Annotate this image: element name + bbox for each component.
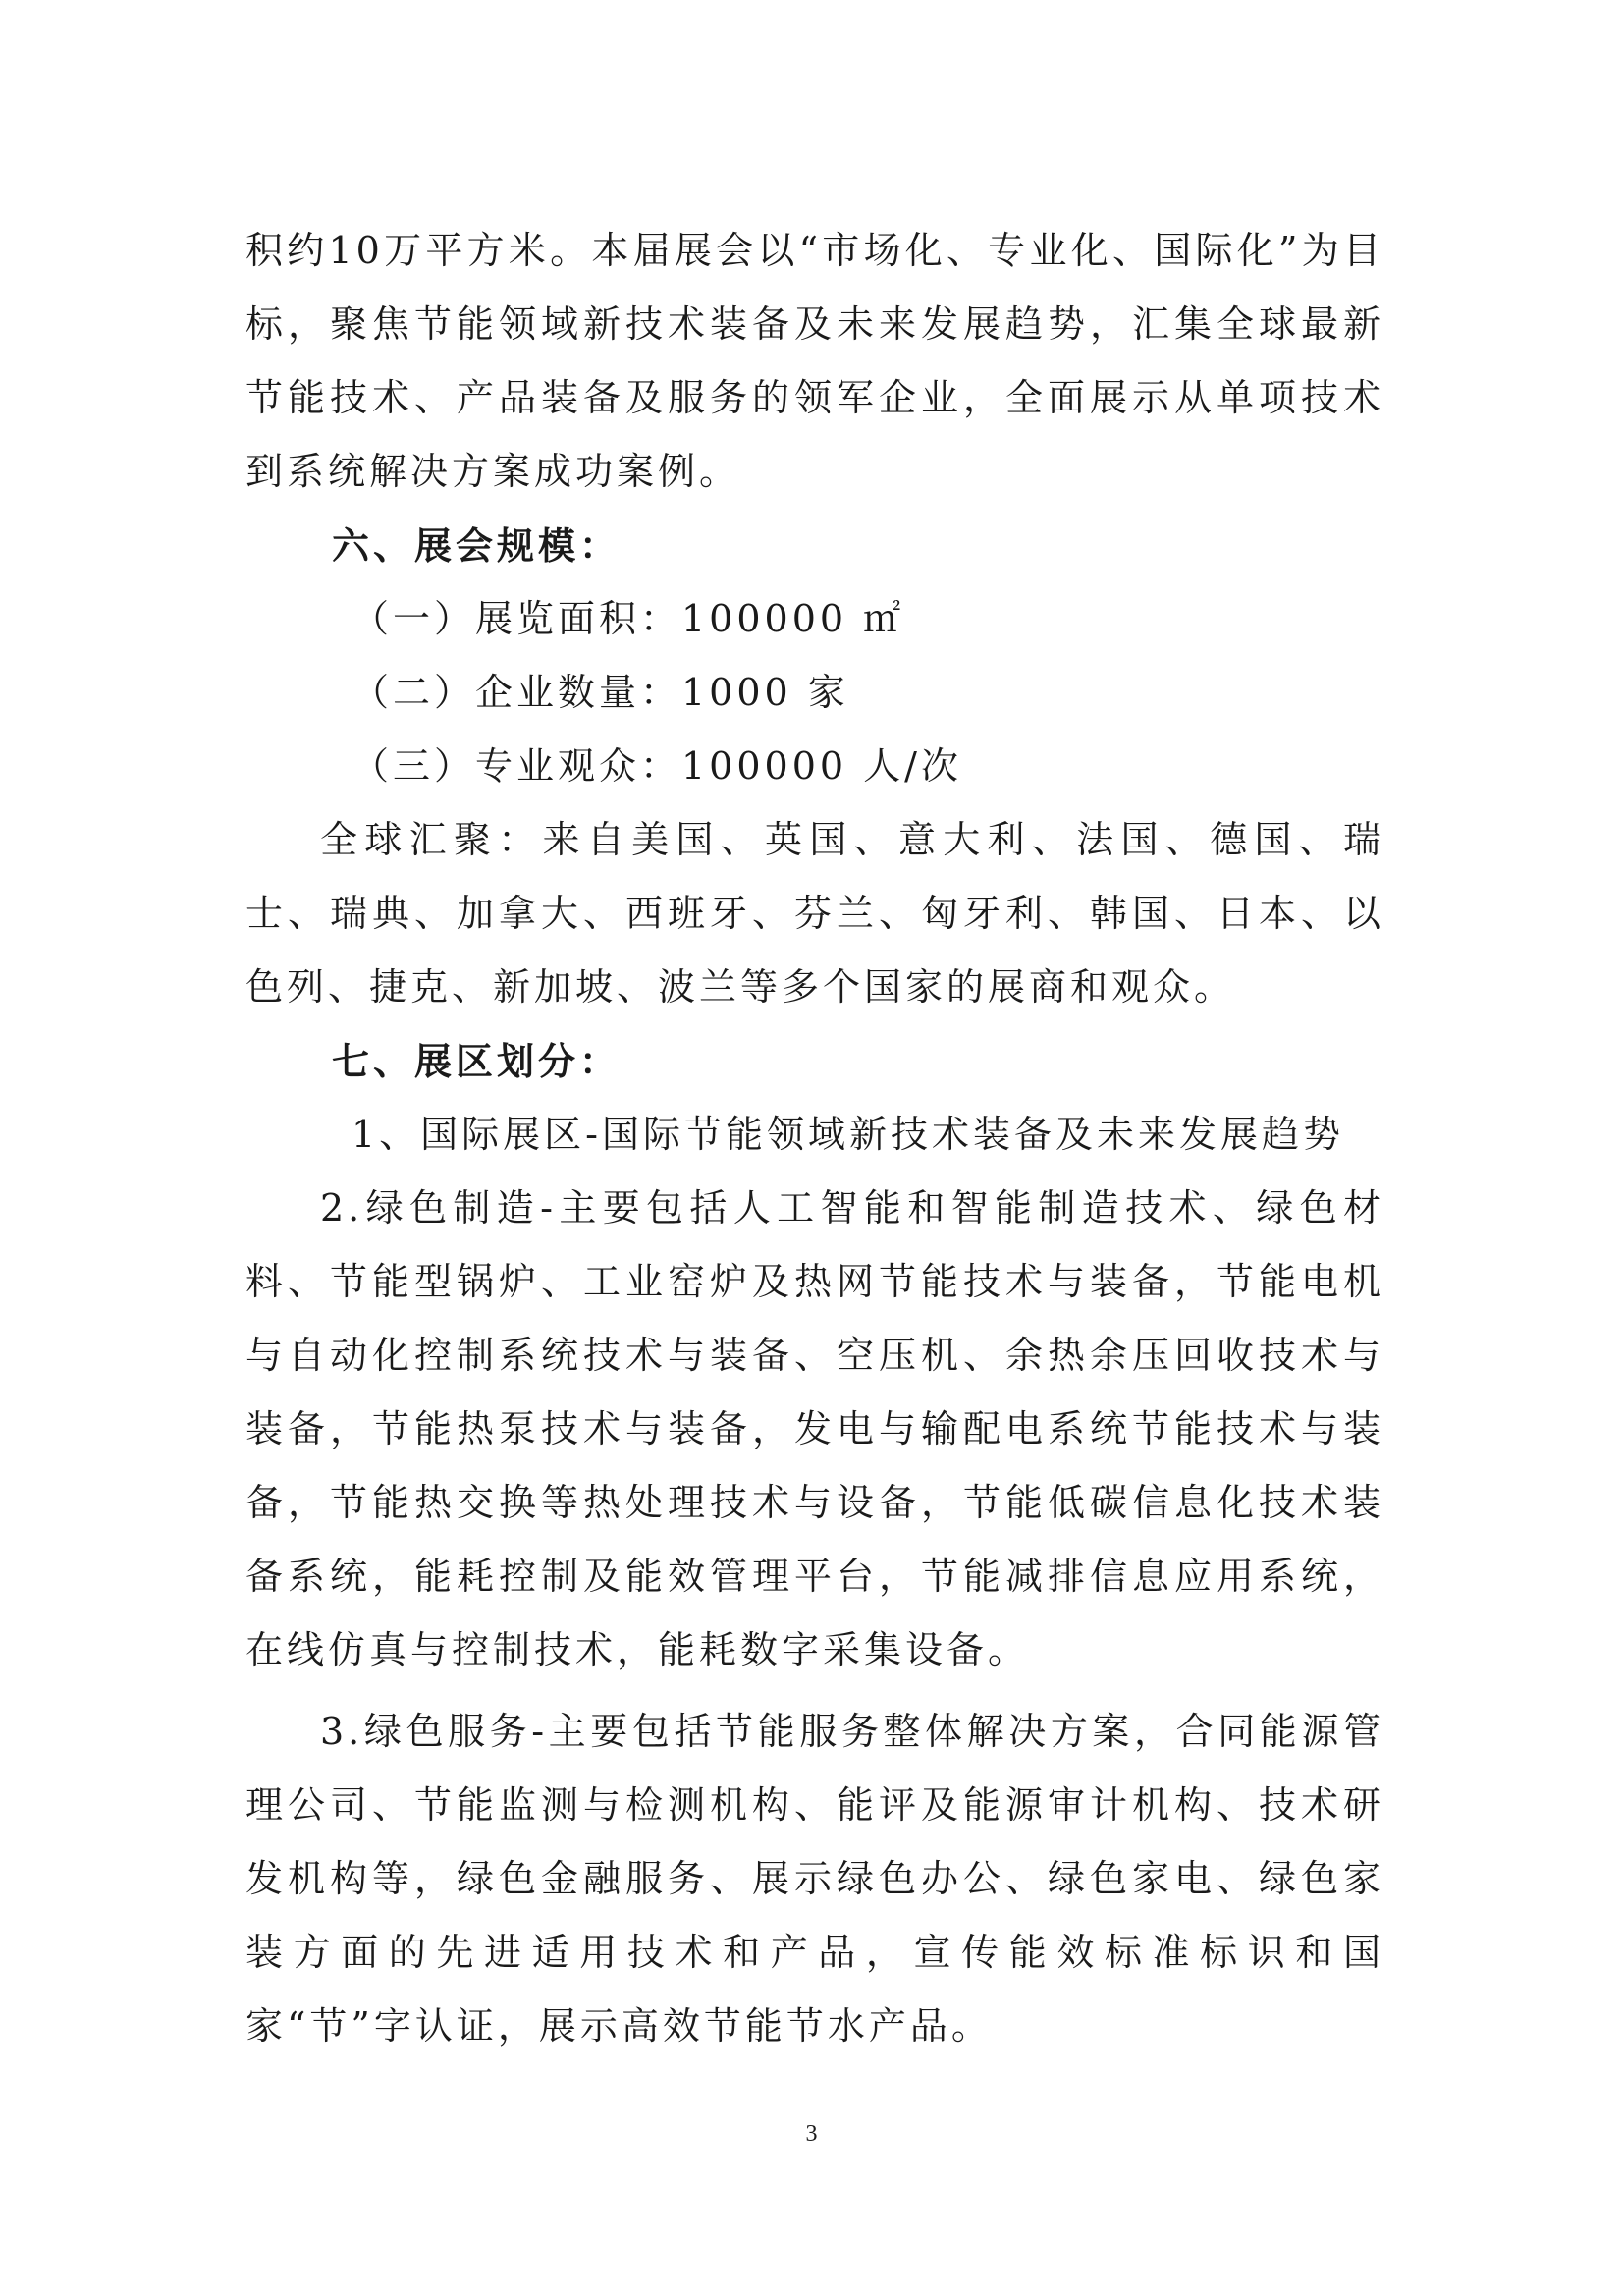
body-text <box>245 214 1384 2063</box>
intro-paragraph: 积约10万平方米。本届展会以“市场化、专业化、国际化”为目标，聚焦节能领域新技术装备及未来发展趋势，汇集全球最新节能技术、产品装备及服务的领军企业，全面展示从单项技术到系统解决方案成功案例。 <box>245 229 1384 493</box>
scale-item-area: （一）展览面积：100000 ㎡ <box>352 597 905 640</box>
scale-item-visitors: （三）专业观众：100000 人/次 <box>352 744 962 788</box>
scale-heading: 六、展会规模： <box>332 523 622 568</box>
global-paragraph: 全球汇聚：来自美国、英国、意大利、法国、德国、瑞士、瑞典、加拿大、西班牙、芬兰、匈牙利、韩国、日本、以色列、捷克、新加坡、波兰等多个国家的展商和观众。 <box>245 818 1384 1009</box>
page-number: 3 <box>805 2121 818 2147</box>
scale-item-companies: （二）企业数量：1000 家 <box>352 671 849 714</box>
zones-heading: 七、展区划分： <box>332 1039 622 1083</box>
zone-international: 1、国际展区-国际节能领域新技术装备及未来发展趋势 <box>352 1113 1345 1156</box>
zone-green-services: 3.绿色服务-主要包括节能服务整体解决方案，合同能源管理公司、节能监测与检测机构、能评及能源审计机构、技术研发机构等，绿色金融服务、展示绿色办公、绿色家电、绿色家装方面的先进适用技术和产品，宣传能效标准标识和国家“节”字认证，展示高效节能节水产品。 <box>245 1710 1384 2048</box>
zone-green-manufacturing: 2.绿色制造-主要包括人工智能和智能制造技术、绿色材料、节能型锅炉、工业窑炉及热网节能技术与装备，节能电机与自动化控制系统技术与装备、空压机、余热余压回收技术与装备，节能热泵技术与装备，发电与输配电系统节能技术与装备，节能热交换等热处理技术与设备，节能低碳信息化技术装备系统，能耗控制及能效管理平台，节能减排信息应用系统，在线仿真与控制技术，能耗数字采集设备。 <box>245 1186 1384 1671</box>
